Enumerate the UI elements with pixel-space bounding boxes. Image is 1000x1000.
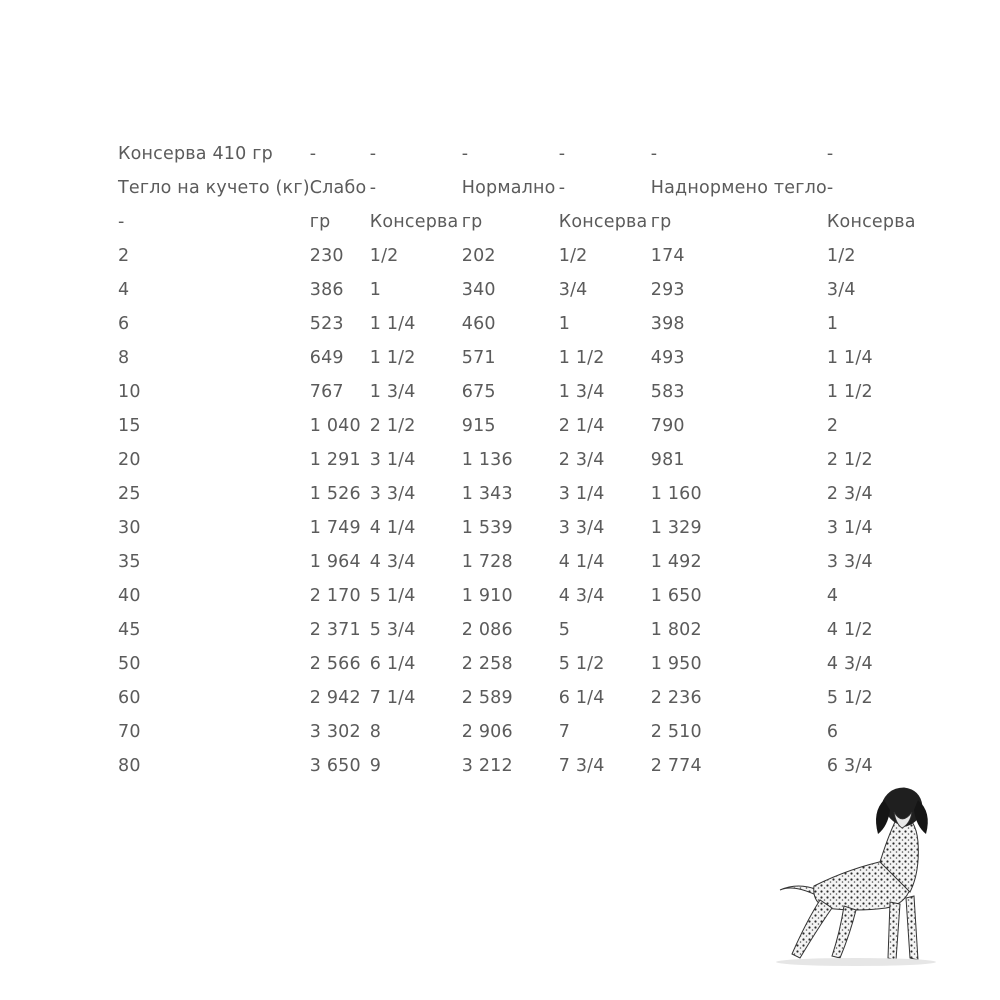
table-cell: 1 749 [309, 518, 361, 538]
table-row [118, 239, 937, 273]
table-row [118, 443, 937, 477]
table-cell: 2 3/4 [826, 484, 873, 504]
table-cell: 7 3/4 [558, 756, 605, 776]
table-cell: 174 [650, 246, 685, 266]
table-cell: 4 1/4 [369, 518, 416, 538]
table-cell: 1 136 [461, 450, 513, 470]
table-cell: 3/4 [558, 280, 588, 300]
table-cell: 2 589 [461, 688, 513, 708]
table-cell: 2 170 [309, 586, 361, 606]
table-row [118, 681, 937, 715]
table-cell: 5 1/4 [369, 586, 416, 606]
table-cell: 767 [309, 382, 344, 402]
table-cell: 2 1/2 [826, 450, 873, 470]
table-cell: 1 291 [309, 450, 361, 470]
table-row [118, 341, 937, 375]
table-cell: 386 [309, 280, 344, 300]
table-cell: 3 3/4 [558, 518, 605, 538]
table-cell: 2 906 [461, 722, 513, 742]
table-cell: 50 [118, 654, 141, 674]
table-cell: 5 1/2 [558, 654, 605, 674]
table-cell: 5 3/4 [369, 620, 416, 640]
table-cell: 571 [461, 348, 496, 368]
table-cell: 4 1/4 [558, 552, 605, 572]
table-row [118, 205, 937, 239]
table-cell: Слабо [309, 178, 367, 198]
table-row [118, 307, 937, 341]
table-cell: 2 371 [309, 620, 361, 640]
table-cell: 1 526 [309, 484, 361, 504]
table-cell: 523 [309, 314, 344, 334]
table-row [118, 171, 937, 205]
table-cell: 80 [118, 756, 141, 776]
table-cell: гр [309, 212, 331, 232]
table-cell: 649 [309, 348, 344, 368]
table-cell: 10 [118, 382, 141, 402]
table-cell: 1 1/4 [369, 314, 416, 334]
table-cell: - [369, 178, 377, 198]
table-cell: гр [650, 212, 672, 232]
table-cell: 2 1/4 [558, 416, 605, 436]
table-cell: 2 3/4 [558, 450, 605, 470]
table-cell: 2 258 [461, 654, 513, 674]
table-cell: 3 1/4 [558, 484, 605, 504]
table-cell: 4 1/2 [826, 620, 873, 640]
table-cell: 1 160 [650, 484, 702, 504]
table-cell: 70 [118, 722, 141, 742]
table-cell: 5 [558, 620, 571, 640]
table-cell: 7 1/4 [369, 688, 416, 708]
table-cell: Консерва [826, 212, 916, 232]
table-cell: 293 [650, 280, 685, 300]
table-cell: 1 1/4 [826, 348, 873, 368]
table-cell: 1 728 [461, 552, 513, 572]
table-cell: 6 [118, 314, 130, 334]
table-cell: 35 [118, 552, 141, 572]
table-cell: 3/4 [826, 280, 856, 300]
table-cell: 1 492 [650, 552, 702, 572]
table-cell: 1 [558, 314, 571, 334]
table-cell: 7 [558, 722, 571, 742]
table-cell: 40 [118, 586, 141, 606]
table-cell: 6 3/4 [826, 756, 873, 776]
table-cell: 340 [461, 280, 496, 300]
table-row [118, 511, 937, 545]
table-cell: 1 802 [650, 620, 702, 640]
feeding-table [118, 137, 937, 783]
table-row [118, 477, 937, 511]
table-cell: 981 [650, 450, 685, 470]
table-cell: 1/2 [558, 246, 588, 266]
table-cell: 493 [650, 348, 685, 368]
table-cell: 790 [650, 416, 685, 436]
table-cell: 3 302 [309, 722, 361, 742]
table-cell: 45 [118, 620, 141, 640]
table-cell: - [826, 178, 834, 198]
table-cell: Консерва 410 гр [118, 144, 273, 164]
table-cell: 1 1/2 [826, 382, 873, 402]
table-cell: 460 [461, 314, 496, 334]
table-cell: 25 [118, 484, 141, 504]
table-cell: 2 236 [650, 688, 702, 708]
table-row [118, 647, 937, 681]
table-cell: 3 1/4 [369, 450, 416, 470]
table-cell: 1 950 [650, 654, 702, 674]
table-cell: Наднормено тегло [650, 178, 827, 198]
table-cell: 1/2 [369, 246, 399, 266]
table-cell: 9 [369, 756, 382, 776]
table-cell: 4 3/4 [558, 586, 605, 606]
table-cell: - [461, 144, 469, 164]
table-cell: 2 566 [309, 654, 361, 674]
dog-illustration [760, 782, 940, 972]
table-cell: Консерва [369, 212, 459, 232]
table-row [118, 137, 937, 171]
table-cell: 6 [826, 722, 839, 742]
table-cell: 6 1/4 [369, 654, 416, 674]
table-cell: 3 212 [461, 756, 513, 776]
table-row [118, 749, 937, 783]
table-cell: - [558, 144, 566, 164]
table-cell: 1 1/2 [558, 348, 605, 368]
table-cell: 2 774 [650, 756, 702, 776]
table-cell: 15 [118, 416, 141, 436]
table-cell: 2 086 [461, 620, 513, 640]
table-cell: - [826, 144, 834, 164]
table-cell: 3 3/4 [826, 552, 873, 572]
table-row [118, 613, 937, 647]
table-cell: - [118, 212, 125, 232]
table-cell: 202 [461, 246, 496, 266]
table-cell: гр [461, 212, 483, 232]
table-cell: 1 964 [309, 552, 361, 572]
table-cell: 1/2 [826, 246, 856, 266]
feeding-table-body [118, 137, 937, 783]
table-cell: 30 [118, 518, 141, 538]
table-cell: 230 [309, 246, 344, 266]
table-cell: 915 [461, 416, 496, 436]
table-cell: 2 942 [309, 688, 361, 708]
table-row [118, 409, 937, 443]
table-cell: 1 3/4 [369, 382, 416, 402]
table-cell: 675 [461, 382, 496, 402]
table-cell: 1 040 [309, 416, 361, 436]
table-cell: 583 [650, 382, 685, 402]
table-cell: 6 1/4 [558, 688, 605, 708]
table-cell: 2 1/2 [369, 416, 416, 436]
table-cell: - [309, 144, 317, 164]
table-cell: 60 [118, 688, 141, 708]
table-cell: - [558, 178, 566, 198]
table-cell: 1 910 [461, 586, 513, 606]
table-cell: 2 [826, 416, 839, 436]
table-cell: 8 [118, 348, 130, 368]
table-cell: 1 343 [461, 484, 513, 504]
table-cell: - [369, 144, 377, 164]
table-cell: 3 3/4 [369, 484, 416, 504]
table-cell: 1 3/4 [558, 382, 605, 402]
table-cell: Консерва [558, 212, 648, 232]
table-row [118, 579, 937, 613]
table-cell: 2 510 [650, 722, 702, 742]
table-cell: 1 539 [461, 518, 513, 538]
table-cell: Тегло на кучето (кг) [118, 178, 310, 198]
table-cell: 1 1/2 [369, 348, 416, 368]
table-row [118, 545, 937, 579]
table-cell: 4 3/4 [826, 654, 873, 674]
table-cell: Нормално [461, 178, 556, 198]
table-cell: 1 650 [650, 586, 702, 606]
table-row [118, 715, 937, 749]
table-cell: 4 [826, 586, 839, 606]
table-cell: 1 [369, 280, 382, 300]
table-cell: 3 650 [309, 756, 361, 776]
table-row [118, 273, 937, 307]
table-cell: 2 [118, 246, 130, 266]
table-cell: 3 1/4 [826, 518, 873, 538]
table-cell: 4 3/4 [369, 552, 416, 572]
table-cell: 8 [369, 722, 382, 742]
table-cell: 4 [118, 280, 130, 300]
table-cell: - [650, 144, 658, 164]
table-cell: 1 [826, 314, 839, 334]
table-cell: 1 329 [650, 518, 702, 538]
table-cell: 5 1/2 [826, 688, 873, 708]
table-cell: 20 [118, 450, 141, 470]
table-row [118, 375, 937, 409]
table-cell: 398 [650, 314, 685, 334]
